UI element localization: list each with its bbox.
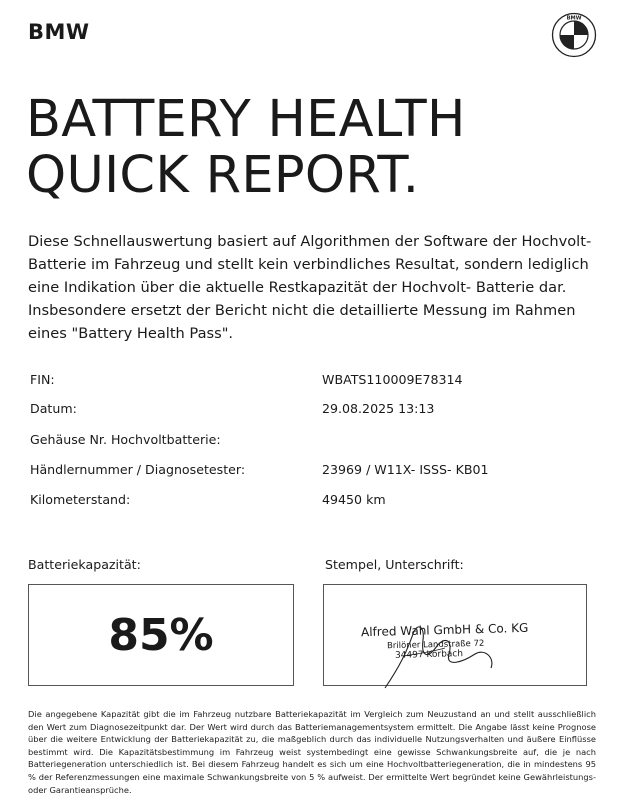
date-value: 29.08.2025 13:13 [322, 401, 435, 416]
disclaimer-text: Die angegebene Kapazität gibt die im Fahrzeug nutzbare Batteriekapazität im Vergleich zum Neuzustand an und stellt ausschließlich den Wert zum Diagnosezeitpunkt dar. Der Wert wird durch das Batteriemanagementsystem ermittelt. Die Angabe lässt keine Prognose über die weitere Entwicklung der Batteriekapazität zu, die maßgeblich durch das individuelle Nutzungsverhalten und äußere Einflüsse bestimmt wird. Die Kapazitätsbestimmung im Fahrzeug weist systembedingt eine gewisse Schwankungsbreite auf, die je nach Batteriegeneration unterschiedlich ist. Bei diesem Fahrzeug handelt es sich um eine Hochvoltbatteriegeneration, die in mindestens 95 % der Referenzmessungen eine maximale Schwankungsbreite von 5 % aufweist. Der ermittelte Wert begründet keine Gewährleistungs- oder Garantieansprüche. [28, 709, 596, 795]
title-line-1: BATTERY HEALTH [26, 90, 466, 149]
company-stamp [325, 586, 585, 684]
fin-value: WBATS110009E78314 [322, 372, 463, 387]
stamp-city: 34497 Korbach [394, 649, 464, 661]
brand-wordmark: BMW [28, 20, 90, 44]
handwritten-signature [345, 596, 565, 696]
fin-label: FIN: [30, 372, 55, 387]
dealer-number-value: 23969 / W11X- ISSS- KB01 [322, 462, 489, 477]
stamp-street: Brilöner Landstraße 72 [386, 638, 485, 652]
date-label: Datum: [30, 401, 77, 416]
report-title [26, 92, 606, 204]
dealer-number-label: Händlernummer / Diagnosetester: [30, 462, 246, 477]
intro-paragraph: Diese Schnellauswertung basiert auf Algorithmen der Software der Hochvolt- Batterie im Fahrzeug und stellt kein verbindliches Resultat, sondern lediglich eine Indikation über die aktuelle Restkapazität der Hochvolt- Batterie dar. Insbesondere ersetzt der Bericht nicht die detaillierte Messung im Rahmen eines "Battery Health Pass". [28, 233, 592, 342]
battery-housing-label: Gehäuse Nr. Hochvoltbatterie: [30, 432, 221, 447]
stamp-label: Stempel, Unterschrift: [325, 557, 464, 572]
title-line-2: QUICK REPORT. [26, 146, 420, 205]
bmw-roundel-icon [551, 12, 597, 58]
capacity-value: 85% [108, 609, 214, 661]
capacity-label: Batteriekapazität: [28, 557, 141, 572]
mileage-value: 49450 km [322, 492, 386, 507]
logo-text: BMW [566, 15, 582, 22]
mileage-label: Kilometerstand: [30, 492, 131, 507]
stamp-company-name: Alfred Wahl GmbH & Co. KG [360, 620, 529, 640]
